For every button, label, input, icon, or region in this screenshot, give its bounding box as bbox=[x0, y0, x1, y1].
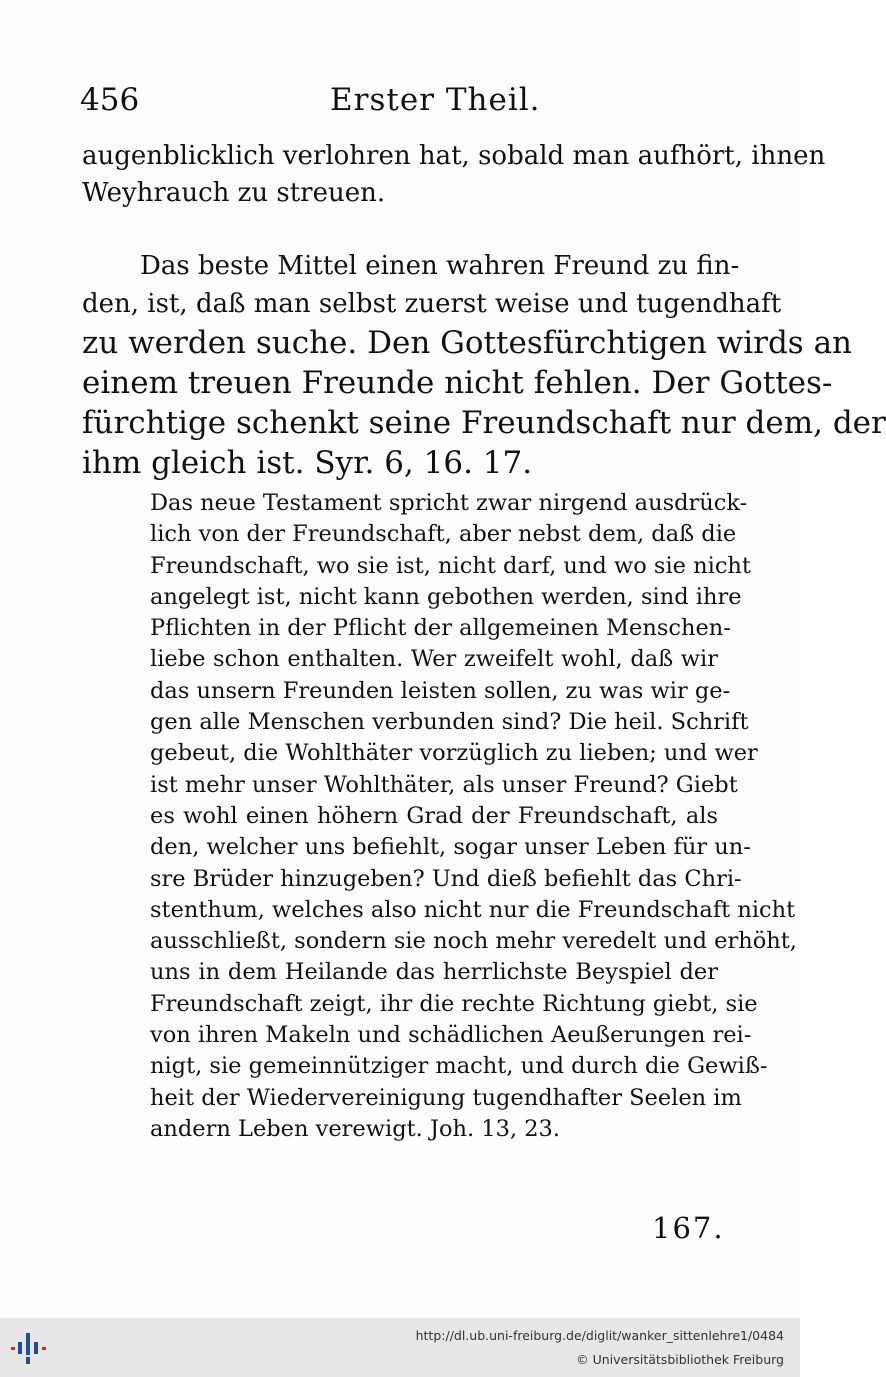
running-title: Erster Theil. bbox=[330, 82, 541, 118]
footnote-line: ist mehr unser Wohlthäter, als unser Freund? Giebt bbox=[150, 771, 738, 798]
footnote-block bbox=[150, 488, 797, 1145]
footnote-line: das unsern Freunden leisten sollen, zu was wir ge- bbox=[150, 677, 731, 704]
signature-mark: 167. bbox=[652, 1211, 725, 1245]
footnote-line: den, welcher uns befiehlt, sogar unser Leben für un- bbox=[150, 834, 751, 861]
paragraph-continuation bbox=[82, 138, 826, 212]
text-line: einem treuen Freunde nicht fehlen. Der Gottes- bbox=[82, 365, 833, 401]
footnote-line: lich von der Freundschaft, aber nebst dem, daß die bbox=[150, 521, 737, 548]
viewer-footer-bar bbox=[0, 1318, 800, 1377]
footnote-line: uns in dem Heilande das herrlichste Beyspiel der bbox=[150, 959, 718, 986]
text-line: zu werden suche. Den Gottesfürchtigen wirds an bbox=[82, 325, 853, 361]
permalink-url[interactable]: http://dl.ub.uni-freiburg.de/diglit/wanker_sittenlehre1/0484 bbox=[415, 1328, 784, 1343]
footnote-line: es wohl einen höhern Grad der Freundschaft, als bbox=[150, 802, 718, 829]
footnote-line: heit der Wiedervereinigung tugendhafter Seelen im bbox=[150, 1084, 742, 1111]
footnote-line: Das neue Testament spricht zwar nirgend ausdrück- bbox=[150, 490, 748, 516]
footnote-line: angelegt ist, nicht kann gebothen werden, sind ihre bbox=[150, 583, 742, 610]
text-line: den, ist, daß man selbst zuerst weise und tugendhaft bbox=[82, 289, 782, 319]
footnote-line: von ihren Makeln und schädlichen Aeußerungen rei- bbox=[150, 1022, 752, 1049]
text-line: augenblicklich verlohren hat, sobald man aufhört, ihnen bbox=[82, 141, 826, 171]
copyright-notice: © Universitätsbibliothek Freiburg bbox=[576, 1352, 784, 1367]
footnote-line: ausschließt, sondern sie noch mehr veredelt und erhöht, bbox=[150, 928, 797, 955]
text-line: Das beste Mittel einen wahren Freund zu fin- bbox=[140, 251, 740, 281]
text-line: Weyhrauch zu streuen. bbox=[82, 178, 386, 208]
footnote-line: liebe schon enthalten. Wer zweifelt wohl, daß wir bbox=[150, 646, 718, 673]
footnote-line: gebeut, die Wohlthäter vorzüglich zu lieben; und wer bbox=[150, 740, 758, 767]
footnote-line: Pflichten in der Pflicht der allgemeinen Menschen- bbox=[150, 615, 731, 642]
page-number: 456 bbox=[80, 82, 140, 118]
footnote-line: Freundschaft zeigt, ihr die rechte Richtung giebt, sie bbox=[150, 990, 758, 1017]
text-line: fürchtige schenkt seine Freundschaft nur dem, der bbox=[82, 405, 886, 441]
paragraph-best-means bbox=[82, 247, 886, 483]
footnote-line: stenthum, welches also nicht nur die Freundschaft nicht bbox=[150, 896, 796, 923]
text-line: ihm gleich ist. Syr. 6, 16. 17. bbox=[82, 445, 533, 481]
footnote-line: Freundschaft, wo sie ist, nicht darf, und wo sie nicht bbox=[150, 552, 751, 579]
footnote-line: andern Leben verewigt. Joh. 13, 23. bbox=[150, 1115, 561, 1142]
ub-freiburg-logo-icon[interactable] bbox=[11, 1330, 49, 1366]
footnote-line: gen alle Menschen verbunden sind? Die heil. Schrift bbox=[150, 709, 749, 736]
footnote-line: sre Brüder hinzugeben? Und dieß befiehlt das Chri- bbox=[150, 865, 742, 892]
footnote-line: nigt, sie gemeinnütziger macht, und durch die Gewiß- bbox=[150, 1053, 768, 1080]
page-header bbox=[80, 78, 720, 124]
